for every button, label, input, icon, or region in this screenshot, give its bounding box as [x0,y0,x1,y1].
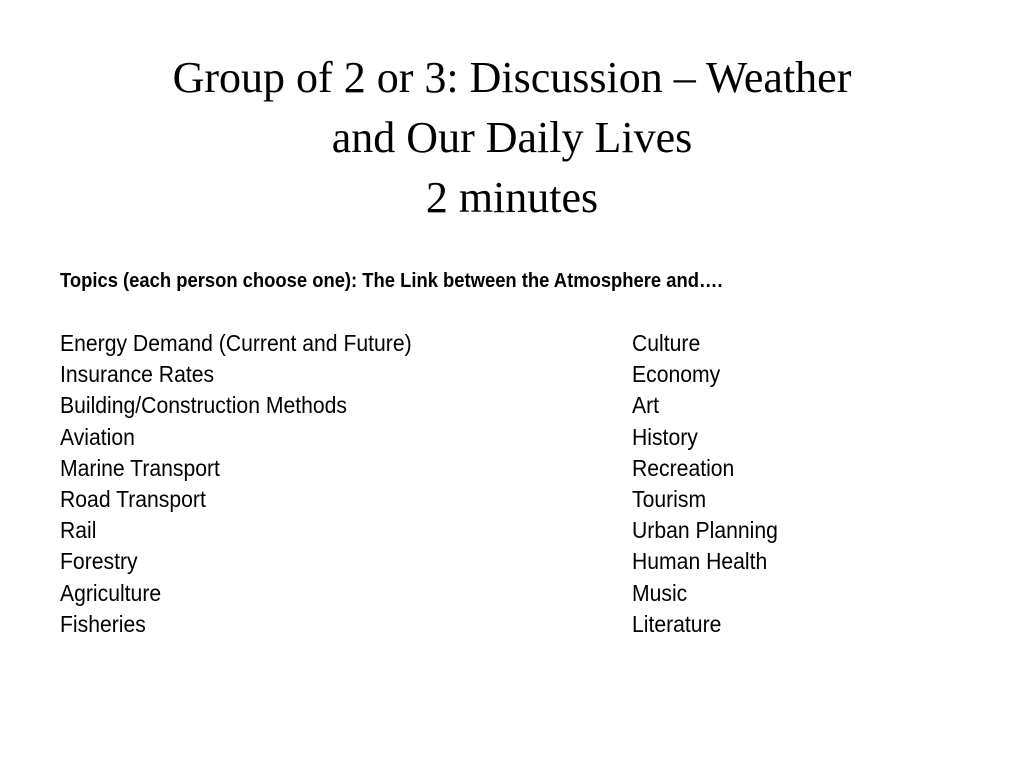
topics-heading: Topics (each person choose one): The Link between the Atmosphere and…. [60,270,723,292]
list-item: Fisheries [60,610,146,637]
list-item: Culture [632,330,701,356]
slide-title [0,48,1024,228]
title-line-3: 2 minutes [425,173,599,222]
list-item: Forestry [60,548,138,575]
title-line-2: and Our Daily Lives [331,113,693,162]
list-item: Urban Planning [632,517,778,544]
list-item: Building/Construction Methods [60,392,347,419]
list-item: Art [632,392,660,419]
list-item: Marine Transport [60,454,220,481]
list-item: Energy Demand (Current and Future) [60,330,412,356]
list-item: Aviation [60,423,135,450]
list-item: Agriculture [60,579,162,606]
list-item: Recreation [632,454,735,481]
list-item: Insurance Rates [60,361,215,388]
list-item: Human Health [632,548,768,575]
list-item: Tourism [632,486,707,513]
list-item: Rail [60,517,97,544]
list-item: Economy [632,361,721,388]
title-line-1: Group of 2 or 3: Discussion – Weather [172,53,852,102]
list-item: History [632,423,698,450]
list-item: Road Transport [60,486,206,513]
topics-list-right [632,328,791,640]
list-item: Music [632,579,688,606]
topics-list-left [60,328,442,640]
list-item: Literature [632,610,722,637]
